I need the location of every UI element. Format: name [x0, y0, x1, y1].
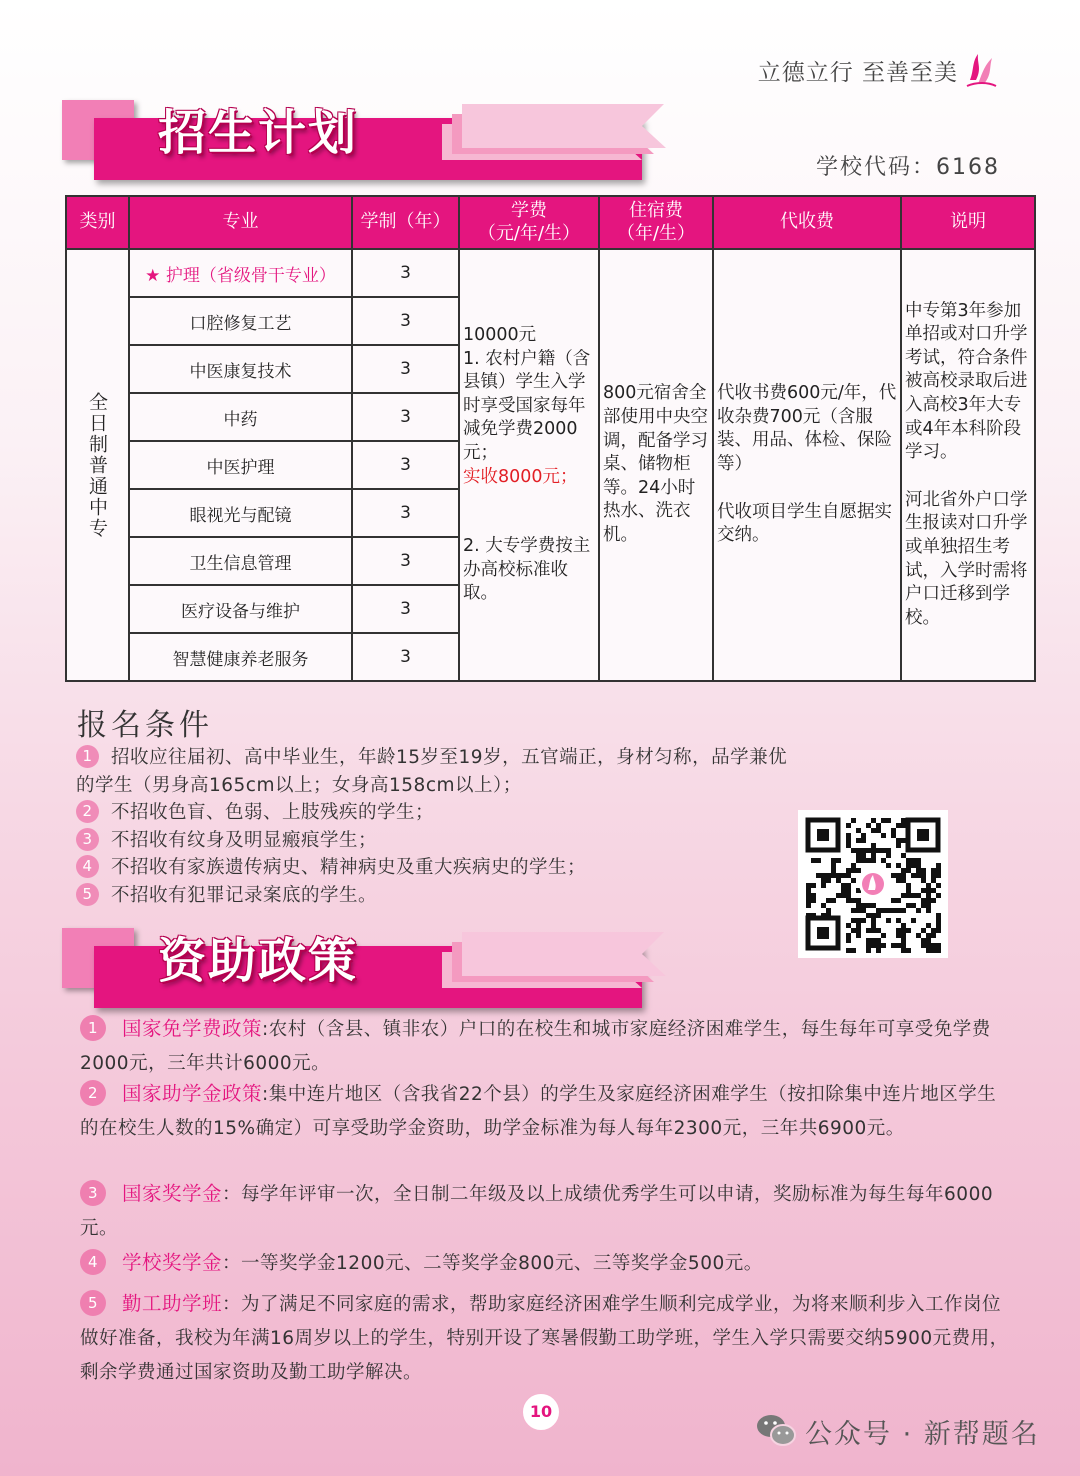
number-badge: 3: [80, 1180, 106, 1206]
years-cell: 3: [352, 249, 459, 297]
enrollment-plan-table: [65, 195, 1036, 682]
number-badge: 4: [76, 855, 99, 878]
category-cell: 全日制普通中专: [66, 249, 129, 681]
header-tuition: 学费 （元/年/生）: [459, 196, 599, 249]
major-cell: 中医康复技术: [129, 345, 352, 393]
years-cell: 3: [352, 345, 459, 393]
header-duration: 学制（年）: [352, 196, 459, 249]
major-cell: 中药: [129, 393, 352, 441]
years-cell: 3: [352, 633, 459, 681]
list-item: 5 不招收有犯罪记录案底的学生。: [76, 882, 1016, 910]
major-cell: 眼视光与配镜: [129, 489, 352, 537]
number-badge: 1: [76, 745, 99, 768]
header-note: 说明: [901, 196, 1035, 249]
number-badge: 2: [80, 1080, 106, 1106]
star-icon: ★: [145, 265, 161, 286]
agency-fee-cell: 代收书费600元/年，代收杂费700元（含服装、用品、体检、保险等） 代收项目学生自愿据实交纳。: [713, 249, 901, 681]
major-cell: 口腔修复工艺: [129, 297, 352, 345]
years-cell: 3: [352, 489, 459, 537]
policy-item: 4 学校奖学金：一等奖学金1200元、二等奖学金800元、三等奖学金500元。: [80, 1246, 1010, 1281]
major-cell: 卫生信息管理: [129, 537, 352, 585]
qr-code[interactable]: [798, 810, 948, 958]
header-major: 专业: [129, 196, 352, 249]
ribbon-decoration: [442, 102, 667, 172]
number-badge: 5: [80, 1290, 106, 1316]
list-item: 2 不招收色盲、色弱、上肢残疾的学生；: [76, 799, 1016, 827]
wechat-icon: [755, 1412, 797, 1448]
header-lodging: 住宿费 （年/生）: [599, 196, 713, 249]
number-badge: 4: [80, 1249, 106, 1275]
ribbon-decoration: [442, 930, 667, 1000]
years-cell: 3: [352, 393, 459, 441]
number-badge: 5: [76, 883, 99, 906]
number-badge: 2: [76, 800, 99, 823]
policy-item: 1 国家免学费政策:农村（含县、镇非农）户口的在校生和城市家庭经济困难学生，每生每年可享受免学费2000元，三年共计6000元。: [80, 1017, 991, 1074]
policy-item: 5 勤工助学班：为了满足不同家庭的需求，帮助家庭经济困难学生顺利完成学业，为将来顺利步入工作岗位做好准备，我校为年满16周岁以上的学生，特别开设了寒暑假勤工助学班，学生入学只需要交纳5900元费用，剩余学费通过国家资助及勤工助学解决。: [80, 1292, 1009, 1383]
list-item: 4 不招收有家族遗传病史、精神病史及重大疾病史的学生；: [76, 854, 1016, 882]
years-cell: 3: [352, 537, 459, 585]
motto: 立德立行 至善至美: [757, 60, 958, 86]
note-cell: 中专第3年参加单招或对口升学考试，符合条件被高校录取后进入高校3年大专或4年本科阶段学习。 河北省外户口学生报读对口升学或单独招生考试，入学时需将户口迁移到学校。: [901, 249, 1035, 681]
major-cell: 智慧健康养老服务: [129, 633, 352, 681]
table-row: [66, 249, 1035, 297]
policy-item: 3 国家奖学金：每学年评审一次，全日制二年级及以上成绩优秀学生可以申请，奖励标准为每生每年6000元。: [80, 1182, 994, 1239]
years-cell: 3: [352, 441, 459, 489]
requirements-title: 报名条件: [77, 708, 213, 743]
tuition-cell: 10000元 1. 农村户籍（含县镇）学生入学时享受国家每年减免学费2000元； 实收8000元； 2. 大专学费按主办高校标准收取。: [459, 249, 599, 681]
major-cell: 中医护理: [129, 441, 352, 489]
major-cell: 医疗设备与维护: [129, 585, 352, 633]
table-header-row: [66, 196, 1035, 249]
lodging-cell: 800元宿舍全部使用中央空调，配备学习桌、储物柜等。24小时热水、洗衣机。: [599, 249, 713, 681]
school-logo-icon: [964, 50, 998, 88]
section-title-plan: 招生计划: [158, 105, 359, 161]
header-category: 类别: [66, 196, 129, 249]
section-banner-aid: [62, 928, 667, 1023]
section-title-aid: 资助政策: [158, 933, 359, 989]
school-code: 学校代码：6168: [816, 155, 1000, 180]
header-agency-fee: 代收费: [713, 196, 901, 249]
years-cell: 3: [352, 297, 459, 345]
number-badge: 3: [76, 828, 99, 851]
policy-item: 2 国家助学金政策:集中连片地区（含我省22个县）的学生及家庭经济困难学生（按扣除集中连片地区学生的在校生人数的15%确定）可享受助学金资助，助学金标准为每人每年2300元，三年共6900元。: [80, 1082, 997, 1139]
major-cell: ★ 护理（省级骨干专业）: [129, 249, 352, 297]
list-item: 3 不招收有纹身及明显瘢痕学生；: [76, 827, 1016, 855]
section-banner-plan: [62, 100, 667, 195]
watermark: 公众号 · 新帮题名: [805, 1419, 1040, 1450]
years-cell: 3: [352, 585, 459, 633]
number-badge: 1: [80, 1015, 106, 1041]
list-item: 1 招收应往届初、高中毕业生，年龄15岁至19岁，五官端正，身材匀称，品学兼优的学生（男身高165cm以上；女身高158cm以上）；: [76, 747, 788, 796]
page-number: 10: [522, 1393, 560, 1431]
